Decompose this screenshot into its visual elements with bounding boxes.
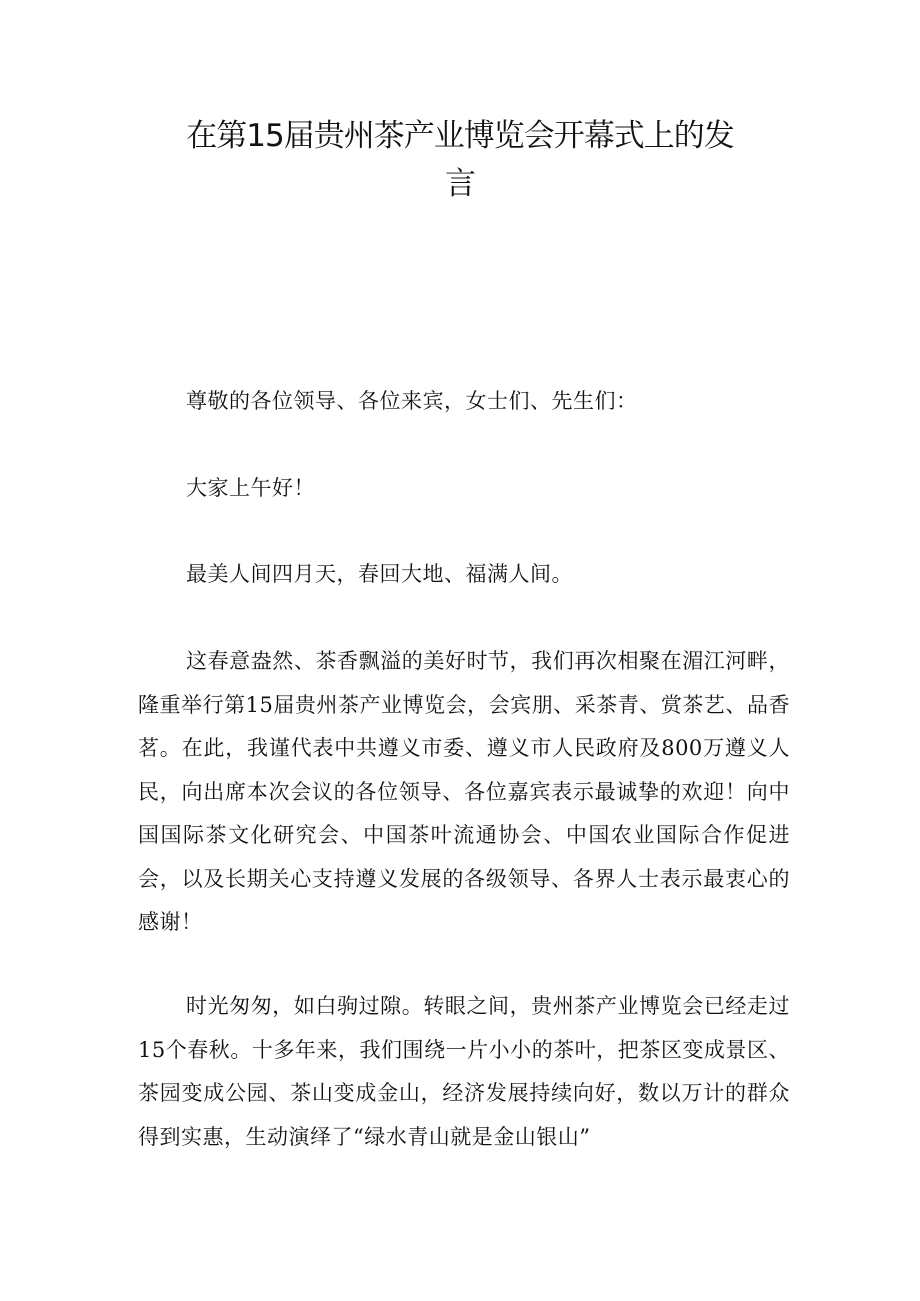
title-line-2: 言 [445,166,475,202]
history-paragraph: 时光匆匆，如白驹过隙。转眼之间，贵州茶产业博览会已经走过15个春秋。十多年来，我们围绕一片小小的茶叶，把茶区变成景区、茶园变成公园、茶山变成金山，经济发展持续向好，数以万计的群众得到实惠，生动演绎了“绿水青山就是金山银山” [138,994,790,1149]
opening-line-paragraph: 最美人间四月天，春回大地、福满人间。 [186,562,573,586]
document-title [140,112,780,208]
greeting-paragraph: 大家上午好！ [186,476,315,500]
welcome-paragraph: 这春意盎然、茶香飘溢的美好时节，我们再次相聚在湄江河畔，隆重举行第15届贵州茶产业博览会，会宾朋、采茶青、赏茶艺、品香茗。在此，我谨代表中共遵义市委、遵义市人民政府及800万遵义人民，向出席本次会议的各位领导、各位嘉宾表示最诚挚的欢迎！向中国国际茶文化研究会、中国茶叶流通协会、中国农业国际合作促进会，以及长期关心支持遵义发展的各级领导、各界人士表示最衷心的感谢！ [138,649,790,934]
title-line-1: 在第15届贵州茶产业博览会开幕式上的发 [186,118,734,154]
salutation-paragraph: 尊敬的各位领导、各位来宾，女士们、先生们： [186,389,638,413]
